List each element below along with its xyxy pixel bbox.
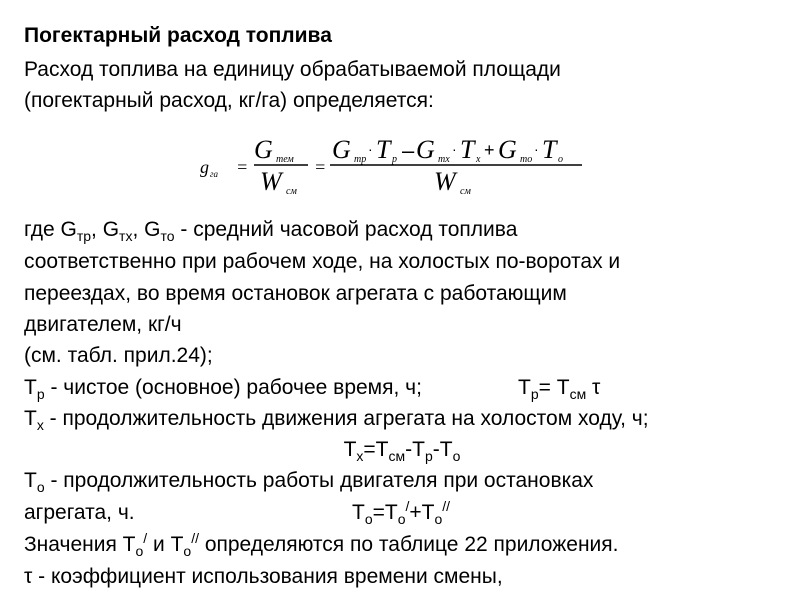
tr-symbol: T [24, 376, 37, 399]
tx-sub: х [36, 417, 44, 434]
formula-T-o-sub: о [558, 154, 563, 165]
tr-eq-sub-cm: см [569, 386, 587, 403]
where-g-tx: , G [91, 218, 120, 241]
tr-eq-sub: р [530, 386, 539, 403]
page-title: Погектарный расход топлива [24, 24, 332, 47]
to-eq-t: T [352, 501, 365, 524]
tr-text: - чистое (основное) рабочее время, ч; [44, 376, 422, 399]
values-line [24, 530, 619, 560]
values-sup-2: // [191, 530, 199, 546]
to-equation [352, 498, 451, 528]
intro-line-2: (погектарный расход, кг/га) определяется: [24, 89, 434, 112]
agg-line: агрегата, ч. [24, 501, 135, 524]
tx-eq-sub-r: р [424, 448, 433, 465]
formula-T-r-sub: р [392, 154, 397, 165]
text-line-3: переездах, во время остановок агрегата с работающим [24, 282, 567, 305]
values-sub-2: о [183, 543, 192, 560]
to-symbol: T [24, 469, 37, 492]
intro-line-1: Расход топлива на единицу обрабатываемой площади [24, 58, 561, 81]
formula-T-x-sub: х [476, 154, 481, 165]
formula-g: g [200, 157, 209, 177]
formula-W-2-sub: см [460, 186, 471, 197]
formula-plus: + [484, 140, 495, 160]
text-line-2: соответственно при рабочем ходе, на холостых по-воротах и [24, 250, 621, 273]
to-definition [24, 469, 594, 496]
formula-G-tx: G [416, 135, 435, 164]
text-line-5: (см. табл. прил.24); [24, 344, 213, 367]
formula-G-to: G [498, 135, 517, 164]
to-eq-sub-o2: о [434, 511, 443, 528]
formula-G-total: G [254, 135, 273, 164]
formula-eq-1: = [236, 157, 249, 177]
tx-equation [2, 438, 800, 465]
tr-eq-tcm: = T [538, 376, 570, 399]
formula-dot-2: · [452, 141, 457, 157]
tx-symbol: T [24, 407, 37, 430]
formula-G-tr-sub: тр [354, 154, 367, 165]
where-rest: - средний часовой расход топлива [174, 218, 518, 241]
tx-eq-t: T [343, 438, 357, 461]
tx-eq-sub-o: о [452, 448, 461, 465]
tx-eq-sub-cm: см [388, 448, 406, 465]
values-rest: определяются по таблице 22 приложения. [198, 533, 619, 556]
to-eq-sup-1: / [405, 498, 410, 514]
values-t1: Значения T [24, 533, 136, 556]
tr-equation [518, 376, 601, 403]
tr-eq-t: T [518, 376, 531, 399]
formula-dot-3: · [534, 141, 539, 157]
text-line-4: двигателем, кг/ч [24, 313, 182, 336]
to-eq-t2: +T [409, 501, 435, 524]
where-sub-to: то [160, 228, 175, 245]
formula-T-o: T [542, 135, 557, 164]
fuel-formula [190, 130, 600, 200]
where-sub-tx: тх [119, 228, 133, 245]
to-eq-sub-o1: о [397, 511, 406, 528]
where-sub-tr: тр [76, 228, 92, 245]
values-sup-1: / [143, 530, 148, 546]
values-sub-1: о [135, 543, 144, 560]
formula-g-sub: га [210, 169, 219, 179]
to-eq-sub-o: о [364, 511, 373, 528]
tx-eq-tr: -T [405, 438, 425, 461]
tx-eq-tcm: =T [363, 438, 389, 461]
formula-svg [190, 130, 600, 200]
tr-sub: р [36, 386, 45, 403]
where-line [24, 218, 518, 245]
formula-W-2: W [434, 167, 456, 196]
to-eq-sup-2: // [442, 498, 451, 514]
tx-definition [24, 407, 649, 434]
where-g-tr: где G [24, 218, 77, 241]
formula-G-to-sub: то [520, 154, 533, 165]
tx-eq-to: -T [432, 438, 453, 461]
to-text: - продолжительность работы двигателя при остановках [44, 469, 594, 492]
formula-G-total-sub: тем [276, 154, 294, 165]
formula-dot-1: · [368, 141, 373, 157]
tau-line: τ - коэффициент использования времени смены, [24, 565, 503, 588]
tr-eq-tau: τ [586, 376, 601, 399]
formula-G-tx-sub: тх [438, 154, 450, 165]
formula-W-1-sub: см [286, 186, 297, 197]
formula-T-x: T [460, 135, 475, 164]
formula-minus: – [402, 138, 415, 163]
tx-eq-sub-x: х [356, 448, 364, 465]
tx-text: - продолжительность движения агрегата на холостом ходу, ч; [43, 407, 649, 430]
formula-G-tr: G [332, 135, 351, 164]
formula-T-r: T [376, 135, 391, 164]
to-sub: о [36, 479, 45, 496]
where-g-to: , G [132, 218, 161, 241]
tr-definition [24, 376, 422, 403]
values-and: и T [147, 533, 184, 556]
formula-eq-2: = [314, 157, 327, 177]
formula-W-1: W [260, 167, 282, 196]
to-eq-t1: =T [372, 501, 398, 524]
